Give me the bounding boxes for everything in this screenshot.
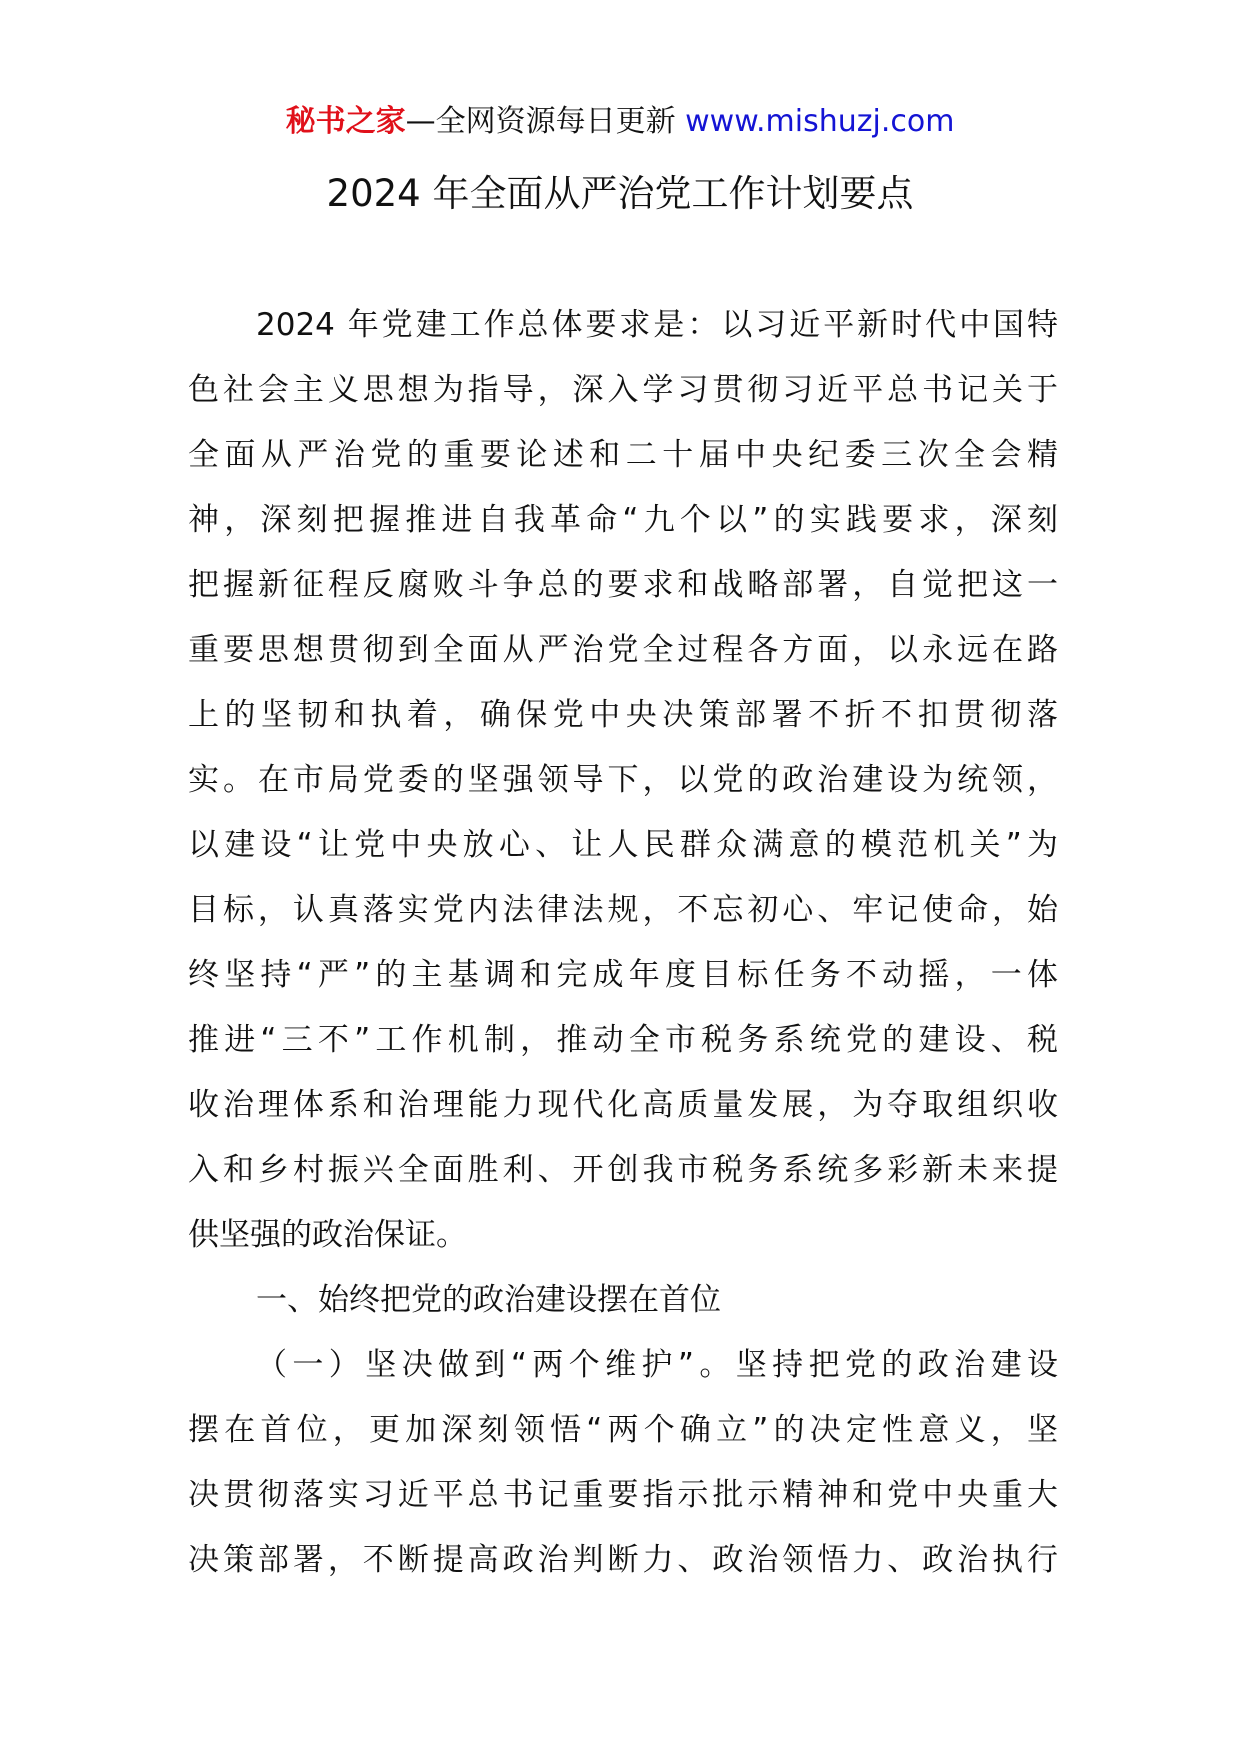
paragraph-line: 实。在市局党委的坚强领导下，以党的政治建设为统领， [188,762,1058,798]
paragraph-line: 决策部署，不断提高政治判断力、政治领悟力、政治执行 [188,1542,1058,1578]
paragraph-line: 全面从严治党的重要论述和二十届中央纪委三次全会精 [188,437,1058,473]
paragraph-line: 推进“三不”工作机制，推动全市税务系统党的建设、税 [188,1022,1058,1058]
paragraph-line: 2024 年党建工作总体要求是：以习近平新时代中国特 [256,307,1058,343]
paragraph-line: （一）坚决做到“两个维护”。坚持把党的政治建设 [256,1347,1058,1383]
paragraph-line: 重要思想贯彻到全面从严治党全过程各方面，以永远在路 [188,632,1058,668]
paragraph-line: 以建设“让党中央放心、让人民群众满意的模范机关”为 [188,827,1058,863]
paragraph-line: 目标，认真落实党内法律法规，不忘初心、牢记使命，始 [188,892,1058,928]
section-heading: 一、始终把党的政治建设摆在首位 [256,1282,721,1318]
site-url-link[interactable]: www.mishuzj.com [685,104,955,139]
document-body [188,293,1058,1593]
paragraph-line: 收治理体系和治理能力现代化高质量发展，为夺取组织收 [188,1087,1058,1123]
paragraph-line: 神，深刻把握推进自我革命“九个以”的实践要求，深刻 [188,502,1058,538]
paragraph-line: 供坚强的政治保证。 [188,1217,467,1253]
paragraph-line: 终坚持“严”的主基调和完成年度目标任务不动摇，一体 [188,957,1058,993]
document-title: 2024 年全面从严治党工作计划要点 [326,172,914,215]
paragraph-line: 上的坚韧和执着，确保党中央决策部署不折不扣贯彻落 [188,697,1058,733]
paragraph-line: 把握新征程反腐败斗争总的要求和战略部署，自觉把这一 [188,567,1058,603]
brand-name: 秘书之家 [285,104,406,139]
paragraph-line: 摆在首位，更加深刻领悟“两个确立”的决定性意义，坚 [188,1412,1058,1448]
paragraph-line: 色社会主义思想为指导，深入学习贯彻习近平总书记关于 [188,372,1058,408]
site-header [0,100,1240,144]
paragraph-line: 决贯彻落实习近平总书记重要指示批示精神和党中央重大 [188,1477,1058,1513]
header-tagline: —全网资源每日更新 [405,104,676,139]
paragraph-line: 入和乡村振兴全面胜利、开创我市税务系统多彩新未来提 [188,1152,1058,1188]
